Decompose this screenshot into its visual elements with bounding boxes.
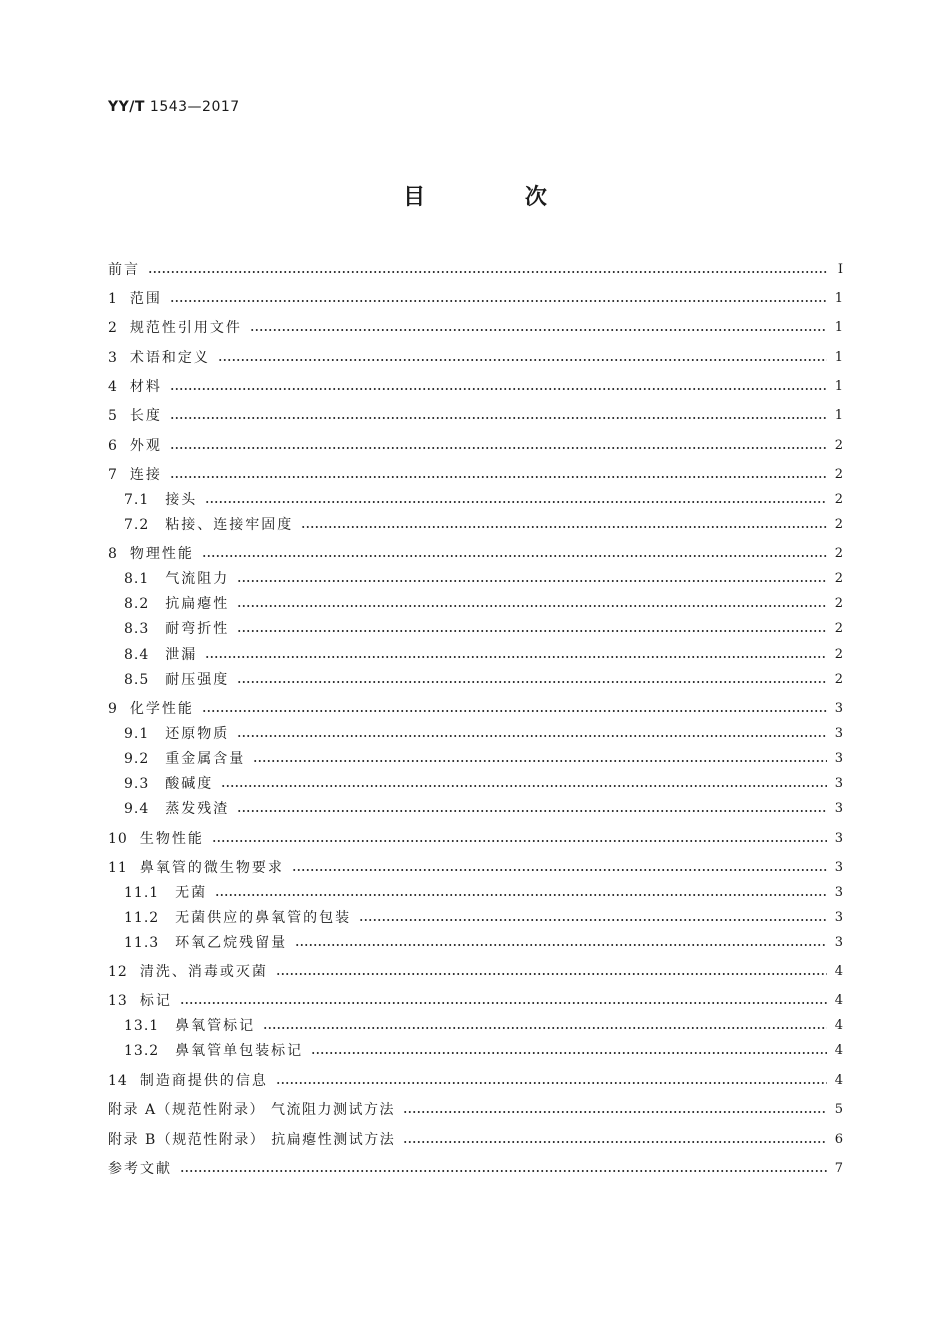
toc-entry-number: 11.1 bbox=[124, 885, 160, 901]
dot-leader bbox=[276, 973, 827, 975]
toc-entry-title: 标记 bbox=[139, 993, 172, 1009]
toc-entry-title: 酸碱度 bbox=[165, 776, 214, 792]
toc-entry-number: 4 bbox=[108, 379, 118, 395]
dot-leader bbox=[263, 1027, 827, 1029]
toc-entry-title: 鼻氧管单包装标记 bbox=[175, 1043, 304, 1059]
toc-entry-number: 1 bbox=[108, 291, 118, 307]
dot-leader bbox=[170, 476, 827, 478]
toc-entry-page: 4 bbox=[834, 1073, 843, 1088]
dot-leader bbox=[237, 681, 826, 683]
toc-entry-number: 13.2 bbox=[124, 1043, 160, 1059]
toc-entry[interactable] bbox=[124, 931, 843, 955]
toc-entry[interactable] bbox=[124, 772, 843, 796]
toc-entry-title: 附录 A（规范性附录） 气流阻力测试方法 bbox=[108, 1102, 396, 1118]
toc-entry-page: 4 bbox=[834, 964, 843, 979]
toc-entry-page: 3 bbox=[834, 726, 843, 741]
toc-entry-title: 接头 bbox=[165, 492, 198, 508]
toc-entry-number: 9.2 bbox=[124, 751, 150, 767]
dot-leader bbox=[301, 526, 826, 528]
dot-leader bbox=[170, 388, 827, 390]
toc-entry-title: 材料 bbox=[129, 379, 162, 395]
toc-entry-number: 6 bbox=[108, 438, 118, 454]
dot-leader bbox=[237, 810, 826, 812]
toc-entry[interactable] bbox=[124, 488, 843, 512]
toc-entry-title: 环氧乙烷残留量 bbox=[175, 935, 288, 951]
toc-entry-title: 清洗、消毒或灭菌 bbox=[139, 964, 268, 980]
toc-entry-page: 3 bbox=[834, 701, 843, 716]
toc-entry-page: 3 bbox=[834, 776, 843, 791]
toc-entry[interactable] bbox=[124, 881, 843, 905]
toc-entry-title: 连接 bbox=[129, 467, 162, 483]
toc-entry-page: 3 bbox=[834, 801, 843, 816]
toc-entry-title: 范围 bbox=[129, 291, 162, 307]
toc-entry[interactable] bbox=[124, 747, 843, 771]
standard-code: YY/T bbox=[108, 99, 145, 115]
toc-entry-page: 1 bbox=[834, 408, 843, 423]
toc-entry[interactable] bbox=[108, 258, 843, 282]
dot-leader bbox=[202, 555, 827, 557]
toc-entry[interactable] bbox=[108, 316, 843, 340]
dot-leader bbox=[403, 1141, 827, 1143]
dot-leader bbox=[218, 359, 827, 361]
toc-entry-page: 3 bbox=[834, 860, 843, 875]
toc-entry[interactable] bbox=[108, 404, 843, 428]
toc-entry-number: 5 bbox=[108, 408, 118, 424]
toc-entry-number: 3 bbox=[108, 350, 118, 366]
dot-leader bbox=[237, 735, 826, 737]
toc-entry-title: 粘接、连接牢固度 bbox=[165, 517, 294, 533]
toc-entry-title: 术语和定义 bbox=[129, 350, 210, 366]
toc-entry-number: 12 bbox=[108, 964, 128, 980]
toc-entry-title: 蒸发残渣 bbox=[165, 801, 230, 817]
dot-leader bbox=[253, 760, 826, 762]
toc-entry-page: 3 bbox=[834, 885, 843, 900]
toc-entry-page: 2 bbox=[834, 621, 843, 636]
dot-leader bbox=[276, 1082, 827, 1084]
toc-entry-page: 3 bbox=[834, 910, 843, 925]
toc-entry-title: 规范性引用文件 bbox=[129, 320, 242, 336]
toc-entry-page: 1 bbox=[834, 350, 843, 365]
toc-entry-number: 9.4 bbox=[124, 801, 150, 817]
toc-entry-page: 2 bbox=[834, 492, 843, 507]
toc-entry[interactable] bbox=[108, 375, 843, 399]
toc-entry-number: 13.1 bbox=[124, 1018, 160, 1034]
toc-entry[interactable] bbox=[108, 1098, 843, 1122]
toc-entry-number: 9 bbox=[108, 701, 118, 717]
toc-entry-page: 1 bbox=[834, 379, 843, 394]
dot-leader bbox=[180, 1002, 827, 1004]
toc-entry-title: 抗扁瘪性 bbox=[165, 596, 230, 612]
toc-entry-number: 7 bbox=[108, 467, 118, 483]
toc-entry[interactable] bbox=[108, 542, 843, 566]
toc-entry-number: 2 bbox=[108, 320, 118, 336]
toc-entry-number: 10 bbox=[108, 831, 128, 847]
dot-leader bbox=[170, 417, 827, 419]
toc-entry[interactable] bbox=[124, 906, 843, 930]
toc-entry-title: 参考文献 bbox=[108, 1161, 172, 1177]
toc-entry-page: 4 bbox=[834, 993, 843, 1008]
toc-entry-title: 重金属含量 bbox=[165, 751, 246, 767]
dot-leader bbox=[170, 300, 827, 302]
toc-entry-page: 2 bbox=[834, 596, 843, 611]
dot-leader bbox=[237, 580, 826, 582]
toc-entry[interactable] bbox=[124, 1014, 843, 1038]
toc-entry-number: 14 bbox=[108, 1073, 128, 1089]
dot-leader bbox=[311, 1052, 827, 1054]
toc-entry-number: 11.3 bbox=[124, 935, 160, 951]
toc-entry-number: 8.2 bbox=[124, 596, 150, 612]
toc-entry[interactable] bbox=[124, 722, 843, 746]
toc-entry-number: 11.2 bbox=[124, 910, 160, 926]
toc-entry-title: 外观 bbox=[129, 438, 162, 454]
toc-entry[interactable] bbox=[108, 989, 843, 1013]
toc-entry-page: 6 bbox=[834, 1132, 843, 1147]
toc-entry[interactable] bbox=[108, 287, 843, 311]
toc-entry-page: 4 bbox=[834, 1018, 843, 1033]
toc-entry-page: 1 bbox=[834, 320, 843, 335]
toc-entry-page: 4 bbox=[834, 1043, 843, 1058]
toc-entry-number: 8.1 bbox=[124, 571, 150, 587]
toc-entry-page: 2 bbox=[834, 438, 843, 453]
dot-leader bbox=[237, 630, 826, 632]
standard-number: 1543—2017 bbox=[149, 99, 240, 115]
toc-entry-title: 化学性能 bbox=[129, 701, 194, 717]
dot-leader bbox=[295, 944, 827, 946]
toc-entry-page: 3 bbox=[834, 751, 843, 766]
toc-entry-title: 鼻氧管标记 bbox=[175, 1018, 256, 1034]
dot-leader bbox=[292, 869, 827, 871]
toc-entry[interactable] bbox=[108, 1069, 843, 1093]
dot-leader bbox=[212, 840, 827, 842]
dot-leader bbox=[170, 447, 827, 449]
dot-leader bbox=[202, 710, 827, 712]
toc-entry-page: 2 bbox=[834, 546, 843, 561]
toc-entry-title: 无菌供应的鼻氧管的包装 bbox=[175, 910, 352, 926]
toc-entry-number: 11 bbox=[108, 860, 128, 876]
toc-entry-page: 2 bbox=[834, 672, 843, 687]
toc-entry-number: 8 bbox=[108, 546, 118, 562]
toc-entry-title: 泄漏 bbox=[165, 647, 198, 663]
toc-entry[interactable] bbox=[108, 346, 843, 370]
dot-leader bbox=[215, 894, 827, 896]
toc-entry-number: 9.3 bbox=[124, 776, 150, 792]
dot-leader bbox=[180, 1170, 827, 1172]
toc-entry[interactable] bbox=[124, 617, 843, 641]
dot-leader bbox=[237, 605, 826, 607]
dot-leader bbox=[148, 271, 827, 273]
document-id bbox=[108, 99, 240, 115]
dot-leader bbox=[205, 501, 826, 503]
toc-entry-page: 2 bbox=[834, 647, 843, 662]
toc-entry-page: 5 bbox=[834, 1102, 843, 1117]
toc-entry-title: 还原物质 bbox=[165, 726, 230, 742]
dot-leader bbox=[359, 919, 827, 921]
toc-entry[interactable] bbox=[124, 567, 843, 591]
toc-entry[interactable] bbox=[124, 1039, 843, 1063]
toc-entry-number: 9.1 bbox=[124, 726, 150, 742]
toc-entry-page: 1 bbox=[834, 291, 843, 306]
toc-entry-number: 7.2 bbox=[124, 517, 150, 533]
toc-entry-title: 物理性能 bbox=[129, 546, 194, 562]
toc-entry-number: 8.5 bbox=[124, 672, 150, 688]
toc-entry[interactable] bbox=[124, 668, 843, 692]
toc-entry-title: 长度 bbox=[129, 408, 162, 424]
toc-entry[interactable] bbox=[108, 856, 843, 880]
toc-entry-number: 8.3 bbox=[124, 621, 150, 637]
toc-entry-number: 8.4 bbox=[124, 647, 150, 663]
dot-leader bbox=[250, 329, 827, 331]
toc-entry[interactable] bbox=[124, 513, 843, 537]
toc-entry[interactable] bbox=[124, 797, 843, 821]
toc-entry[interactable] bbox=[108, 960, 843, 984]
toc-entry-page: 2 bbox=[834, 517, 843, 532]
toc-entry-number: 7.1 bbox=[124, 492, 150, 508]
toc-entry[interactable] bbox=[108, 1157, 843, 1181]
toc-entry[interactable] bbox=[124, 643, 843, 667]
dot-leader bbox=[403, 1111, 827, 1113]
toc-entry-title: 附录 B（规范性附录） 抗扁瘪性测试方法 bbox=[108, 1132, 396, 1148]
toc-entry-page: 3 bbox=[834, 935, 843, 950]
toc-entry-page: Ⅰ bbox=[837, 262, 843, 277]
dot-leader bbox=[205, 656, 826, 658]
toc-entry[interactable] bbox=[108, 697, 843, 721]
toc-entry-page: 3 bbox=[834, 831, 843, 846]
dot-leader bbox=[221, 785, 826, 787]
toc-entry-title: 鼻氧管的微生物要求 bbox=[139, 860, 284, 876]
toc-entry-title: 无菌 bbox=[175, 885, 208, 901]
toc-entry[interactable] bbox=[108, 463, 843, 487]
toc-entry-title: 制造商提供的信息 bbox=[139, 1073, 268, 1089]
toc-entry-title: 前言 bbox=[108, 262, 140, 278]
toc-entry-page: 2 bbox=[834, 571, 843, 586]
toc-entry-number: 13 bbox=[108, 993, 128, 1009]
toc-entry-title: 耐压强度 bbox=[165, 672, 230, 688]
toc-entry[interactable] bbox=[108, 827, 843, 851]
toc-entry-page: 7 bbox=[834, 1161, 843, 1176]
toc-entry[interactable] bbox=[108, 434, 843, 458]
toc-entry-page: 2 bbox=[834, 467, 843, 482]
toc-entry[interactable] bbox=[108, 1128, 843, 1152]
toc-entry-title: 气流阻力 bbox=[165, 571, 230, 587]
page-title: 目 次 bbox=[403, 185, 593, 210]
toc-entry-title: 生物性能 bbox=[139, 831, 204, 847]
toc-entry[interactable] bbox=[124, 592, 843, 616]
toc-entry-title: 耐弯折性 bbox=[165, 621, 230, 637]
